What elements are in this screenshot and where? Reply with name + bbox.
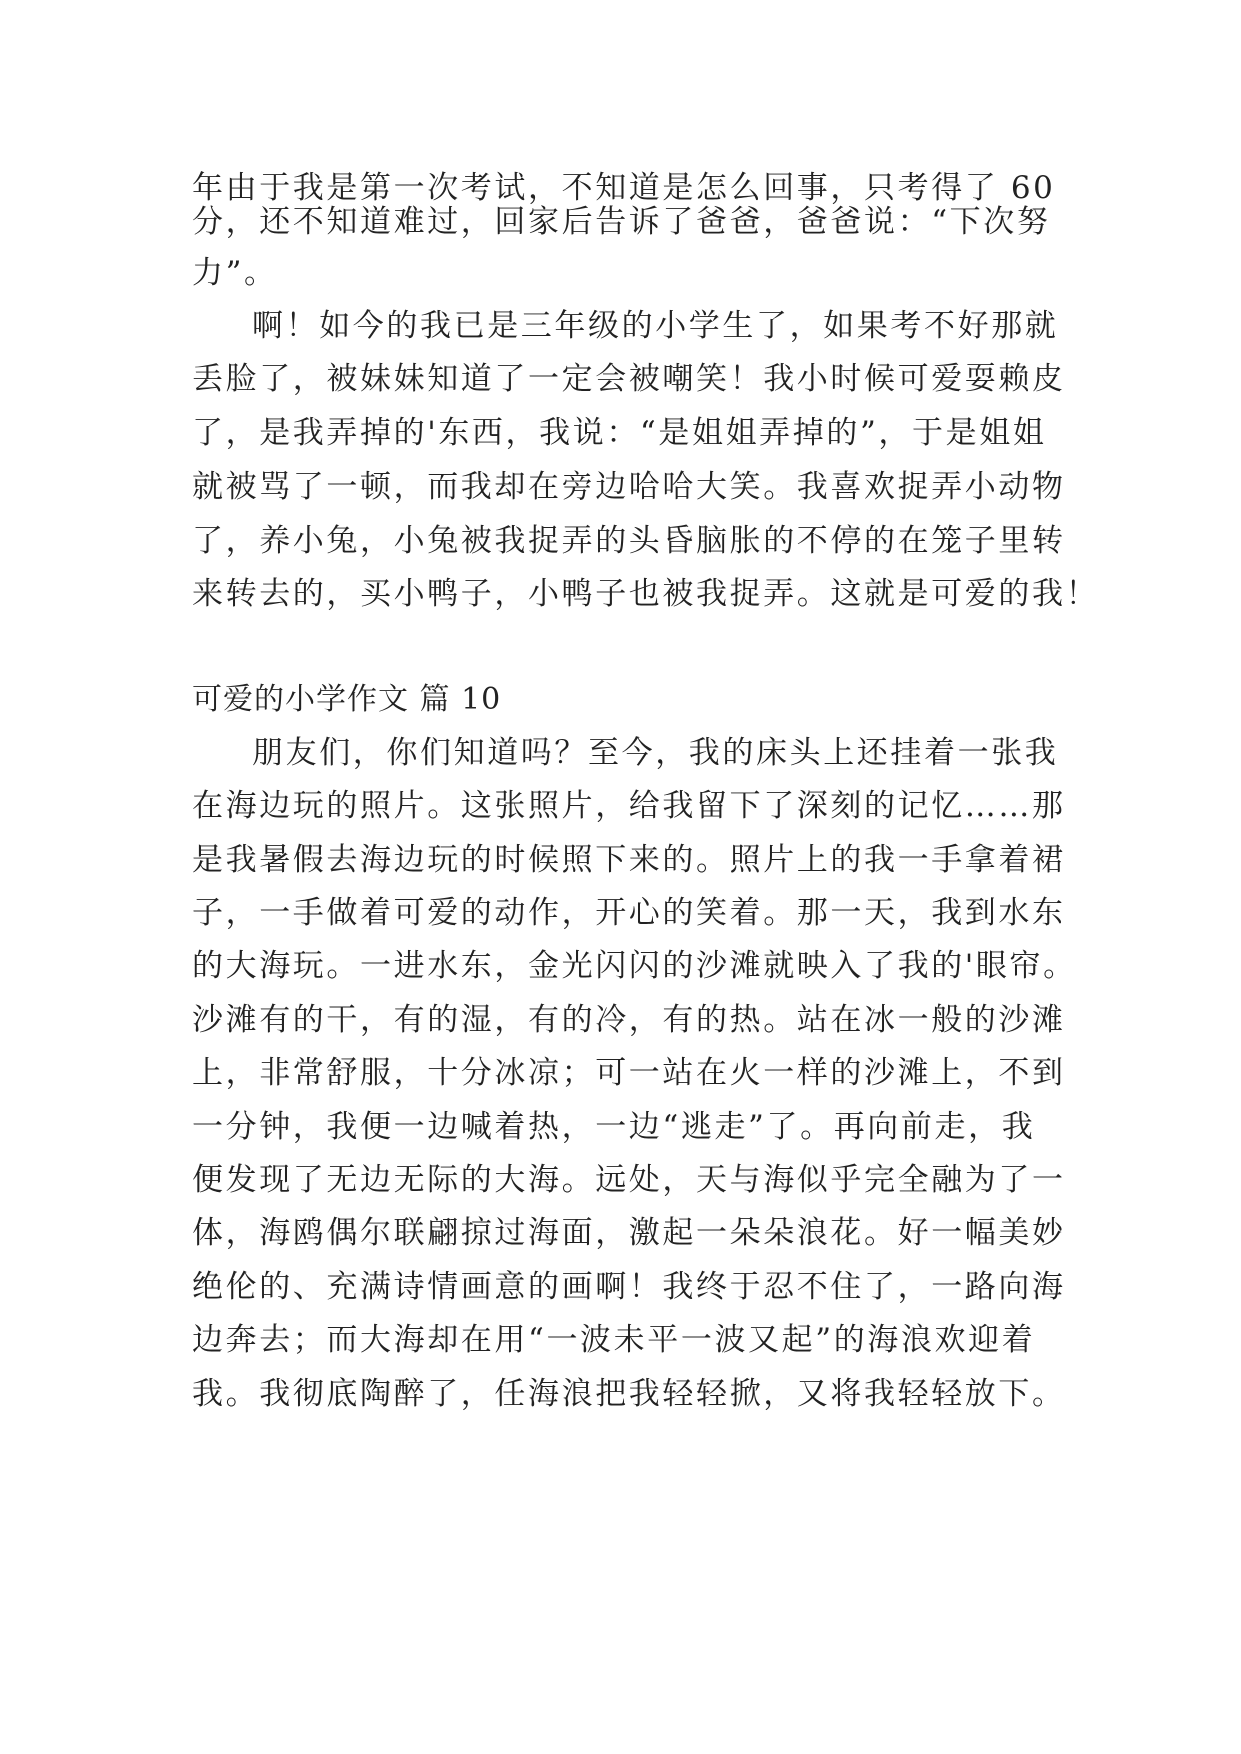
paragraph-3-line-9: 便发现了无边无际的大海。远处，天与海似乎完全融为了一 xyxy=(192,1162,1066,1198)
paragraph-3-line-8: 一分钟，我便一边喊着热，一边“逃走”了。再向前走，我 xyxy=(192,1109,1036,1145)
paragraph-3-line-1: 朋友们，你们知道吗？至今，我的床头上还挂着一张我 xyxy=(252,735,1059,771)
paragraph-1-line-1: 年由于我是第一次考试，不知道是怎么回事，只考得了 60 xyxy=(192,170,1056,206)
paragraph-2-line-4: 就被骂了一顿，而我却在旁边哈哈大笑。我喜欢捉弄小动物 xyxy=(192,469,1066,505)
paragraph-2-line-6: 来转去的，买小鸭子，小鸭子也被我捉弄。这就是可爱的我！ xyxy=(192,576,1100,612)
paragraph-3-line-7: 上，非常舒服，十分冰凉；可一站在火一样的沙滩上，不到 xyxy=(192,1055,1066,1091)
paragraph-3-line-4: 子，一手做着可爱的动作，开心的笑着。那一天，我到水东 xyxy=(192,895,1066,931)
paragraph-3-line-3: 是我暑假去海边玩的时候照下来的。照片上的我一手拿着裙 xyxy=(192,842,1066,878)
paragraph-3-line-10: 体，海鸥偶尔联翩掠过海面，激起一朵朵浪花。好一幅美妙 xyxy=(192,1215,1066,1251)
section-heading: 可爱的小学作文 篇 10 xyxy=(192,682,502,717)
paragraph-3-line-5: 的大海玩。一进水东，金光闪闪的沙滩就映入了我的'眼帘。 xyxy=(192,948,1077,984)
paragraph-2-line-1: 啊！如今的我已是三年级的小学生了，如果考不好那就 xyxy=(252,308,1059,344)
paragraph-3-line-12: 边奔去；而大海却在用“一波未平一波又起”的海浪欢迎着 xyxy=(192,1322,1036,1358)
paragraph-1-line-3: 力”。 xyxy=(192,255,278,291)
paragraph-3-line-13: 我。我彻底陶醉了，任海浪把我轻轻掀，又将我轻轻放下。 xyxy=(192,1376,1066,1412)
paragraph-2-line-2: 丢脸了，被妹妹知道了一定会被嘲笑！我小时候可爱耍赖皮 xyxy=(192,361,1066,397)
paragraph-2-line-5: 了，养小兔，小兔被我捉弄的头昏脑胀的不停的在笼子里转 xyxy=(192,523,1066,559)
paragraph-3-line-6: 沙滩有的干，有的湿，有的冷，有的热。站在冰一般的沙滩 xyxy=(192,1002,1066,1038)
paragraph-3-line-2: 在海边玩的照片。这张照片，给我留下了深刻的记忆……那 xyxy=(192,788,1066,824)
paragraph-2-line-3: 了，是我弄掉的'东西，我说：“是姐姐弄掉的”，于是姐姐 xyxy=(192,415,1047,451)
paragraph-1-line-2: 分，还不知道难过，回家后告诉了爸爸，爸爸说：“下次努 xyxy=(192,204,1051,240)
paragraph-3-line-11: 绝伦的、充满诗情画意的画啊！我终于忍不住了，一路向海 xyxy=(192,1269,1066,1305)
